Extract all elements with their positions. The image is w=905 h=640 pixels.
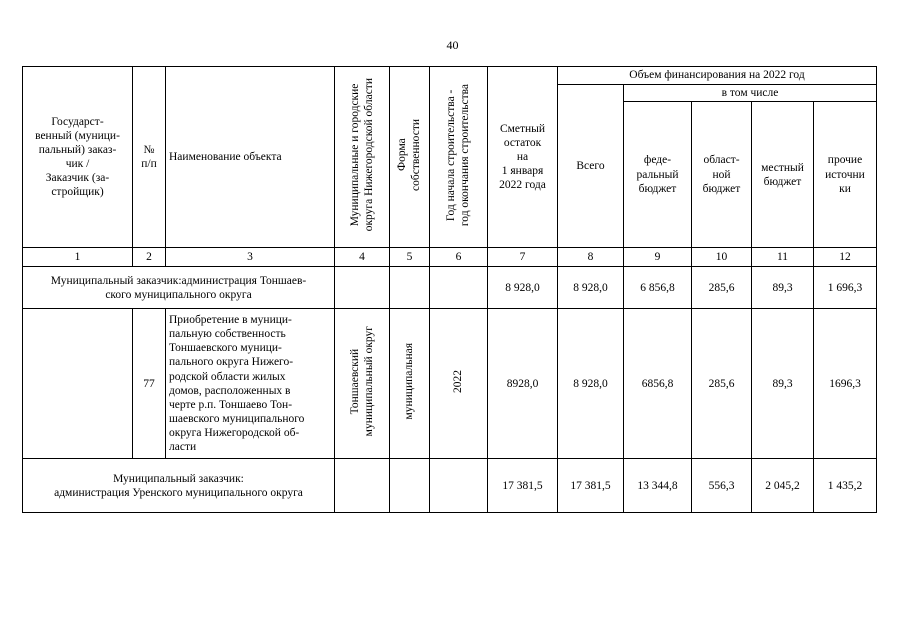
col-number: 1 — [23, 248, 133, 267]
col-number: 9 — [624, 248, 692, 267]
header-ownership: Форма собственности — [396, 119, 423, 191]
item77-ownership-cell — [390, 309, 430, 459]
group1-local: 89,3 — [752, 267, 814, 309]
item77-estimate: 8928,0 — [488, 309, 558, 459]
group2-estimate: 17 381,5 — [488, 459, 558, 513]
col-number: 11 — [752, 248, 814, 267]
item77-ownership: муниципальная — [403, 343, 416, 420]
header-total: Всего — [558, 85, 624, 248]
header-other: прочие источни ки — [814, 102, 877, 248]
group1-customer: Муниципальный заказчик:администрация Тоншаев- ского муниципального округа — [23, 267, 335, 309]
col-number: 7 — [488, 248, 558, 267]
header-funding: Объем финансирования на 2022 год — [558, 67, 877, 85]
item77-local: 89,3 — [752, 309, 814, 459]
col-number: 12 — [814, 248, 877, 267]
header-district: Муниципальные и городские округа Нижегородской области — [348, 78, 375, 232]
column-number-row — [23, 248, 877, 267]
header-including: в том числе — [624, 85, 877, 102]
item77-number: 77 — [133, 309, 166, 459]
header-object-name: Наименование объекта — [166, 67, 335, 248]
col-number: 8 — [558, 248, 624, 267]
group2-local: 2 045,2 — [752, 459, 814, 513]
header-years: Год начала строительства - год окончания строительства — [445, 83, 472, 227]
header-number: № п/п — [133, 67, 166, 248]
group2-customer: Муниципальный заказчик: администрация Уренского муниципального округа — [23, 459, 335, 513]
group2-other: 1 435,2 — [814, 459, 877, 513]
header-local: местный бюджет — [752, 102, 814, 248]
item77-district-cell — [335, 309, 390, 459]
header-customer: Государст- венный (муници- пальный) заказ- чик / Заказчик (за- стройщик) — [23, 67, 133, 248]
item77-name: Приобретение в муници- пальную собственность Тоншаевского муници- пального округа Нижего- родской области жилых домов, расположенных в черте р.п. Тоншаево Тон- шаевского муниципального округа Нижегородской об- ласти — [166, 309, 335, 459]
group2-regional: 556,3 — [692, 459, 752, 513]
group1-regional: 285,6 — [692, 267, 752, 309]
col-number: 2 — [133, 248, 166, 267]
col-number: 10 — [692, 248, 752, 267]
group1-other: 1 696,3 — [814, 267, 877, 309]
col-number: 6 — [430, 248, 488, 267]
item77-federal: 6856,8 — [624, 309, 692, 459]
item77-district: Тоншаевский муниципальный округ — [348, 326, 375, 437]
header-estimate-balance: Сметный остаток на 1 января 2022 года — [488, 67, 558, 248]
header-years-cell — [430, 67, 488, 248]
page-number: 40 — [446, 38, 459, 52]
header-federal: феде- ральный бюджет — [624, 102, 692, 248]
item77-regional: 285,6 — [692, 309, 752, 459]
header-row-1 — [23, 67, 877, 85]
table-row-item77 — [23, 309, 877, 459]
header-ownership-cell — [390, 67, 430, 248]
header-regional: област- ной бюджет — [692, 102, 752, 248]
item77-year: 2022 — [452, 370, 465, 393]
group2-total: 17 381,5 — [558, 459, 624, 513]
table-row-group1 — [23, 267, 877, 309]
item77-other: 1696,3 — [814, 309, 877, 459]
group2-federal: 13 344,8 — [624, 459, 692, 513]
group1-federal: 6 856,8 — [624, 267, 692, 309]
header-district-cell — [335, 67, 390, 248]
col-number: 4 — [335, 248, 390, 267]
col-number: 3 — [166, 248, 335, 267]
financing-table — [22, 66, 877, 513]
item77-year-cell — [430, 309, 488, 459]
col-number: 5 — [390, 248, 430, 267]
item77-total: 8 928,0 — [558, 309, 624, 459]
table-row-group2 — [23, 459, 877, 513]
group1-estimate: 8 928,0 — [488, 267, 558, 309]
group1-total: 8 928,0 — [558, 267, 624, 309]
